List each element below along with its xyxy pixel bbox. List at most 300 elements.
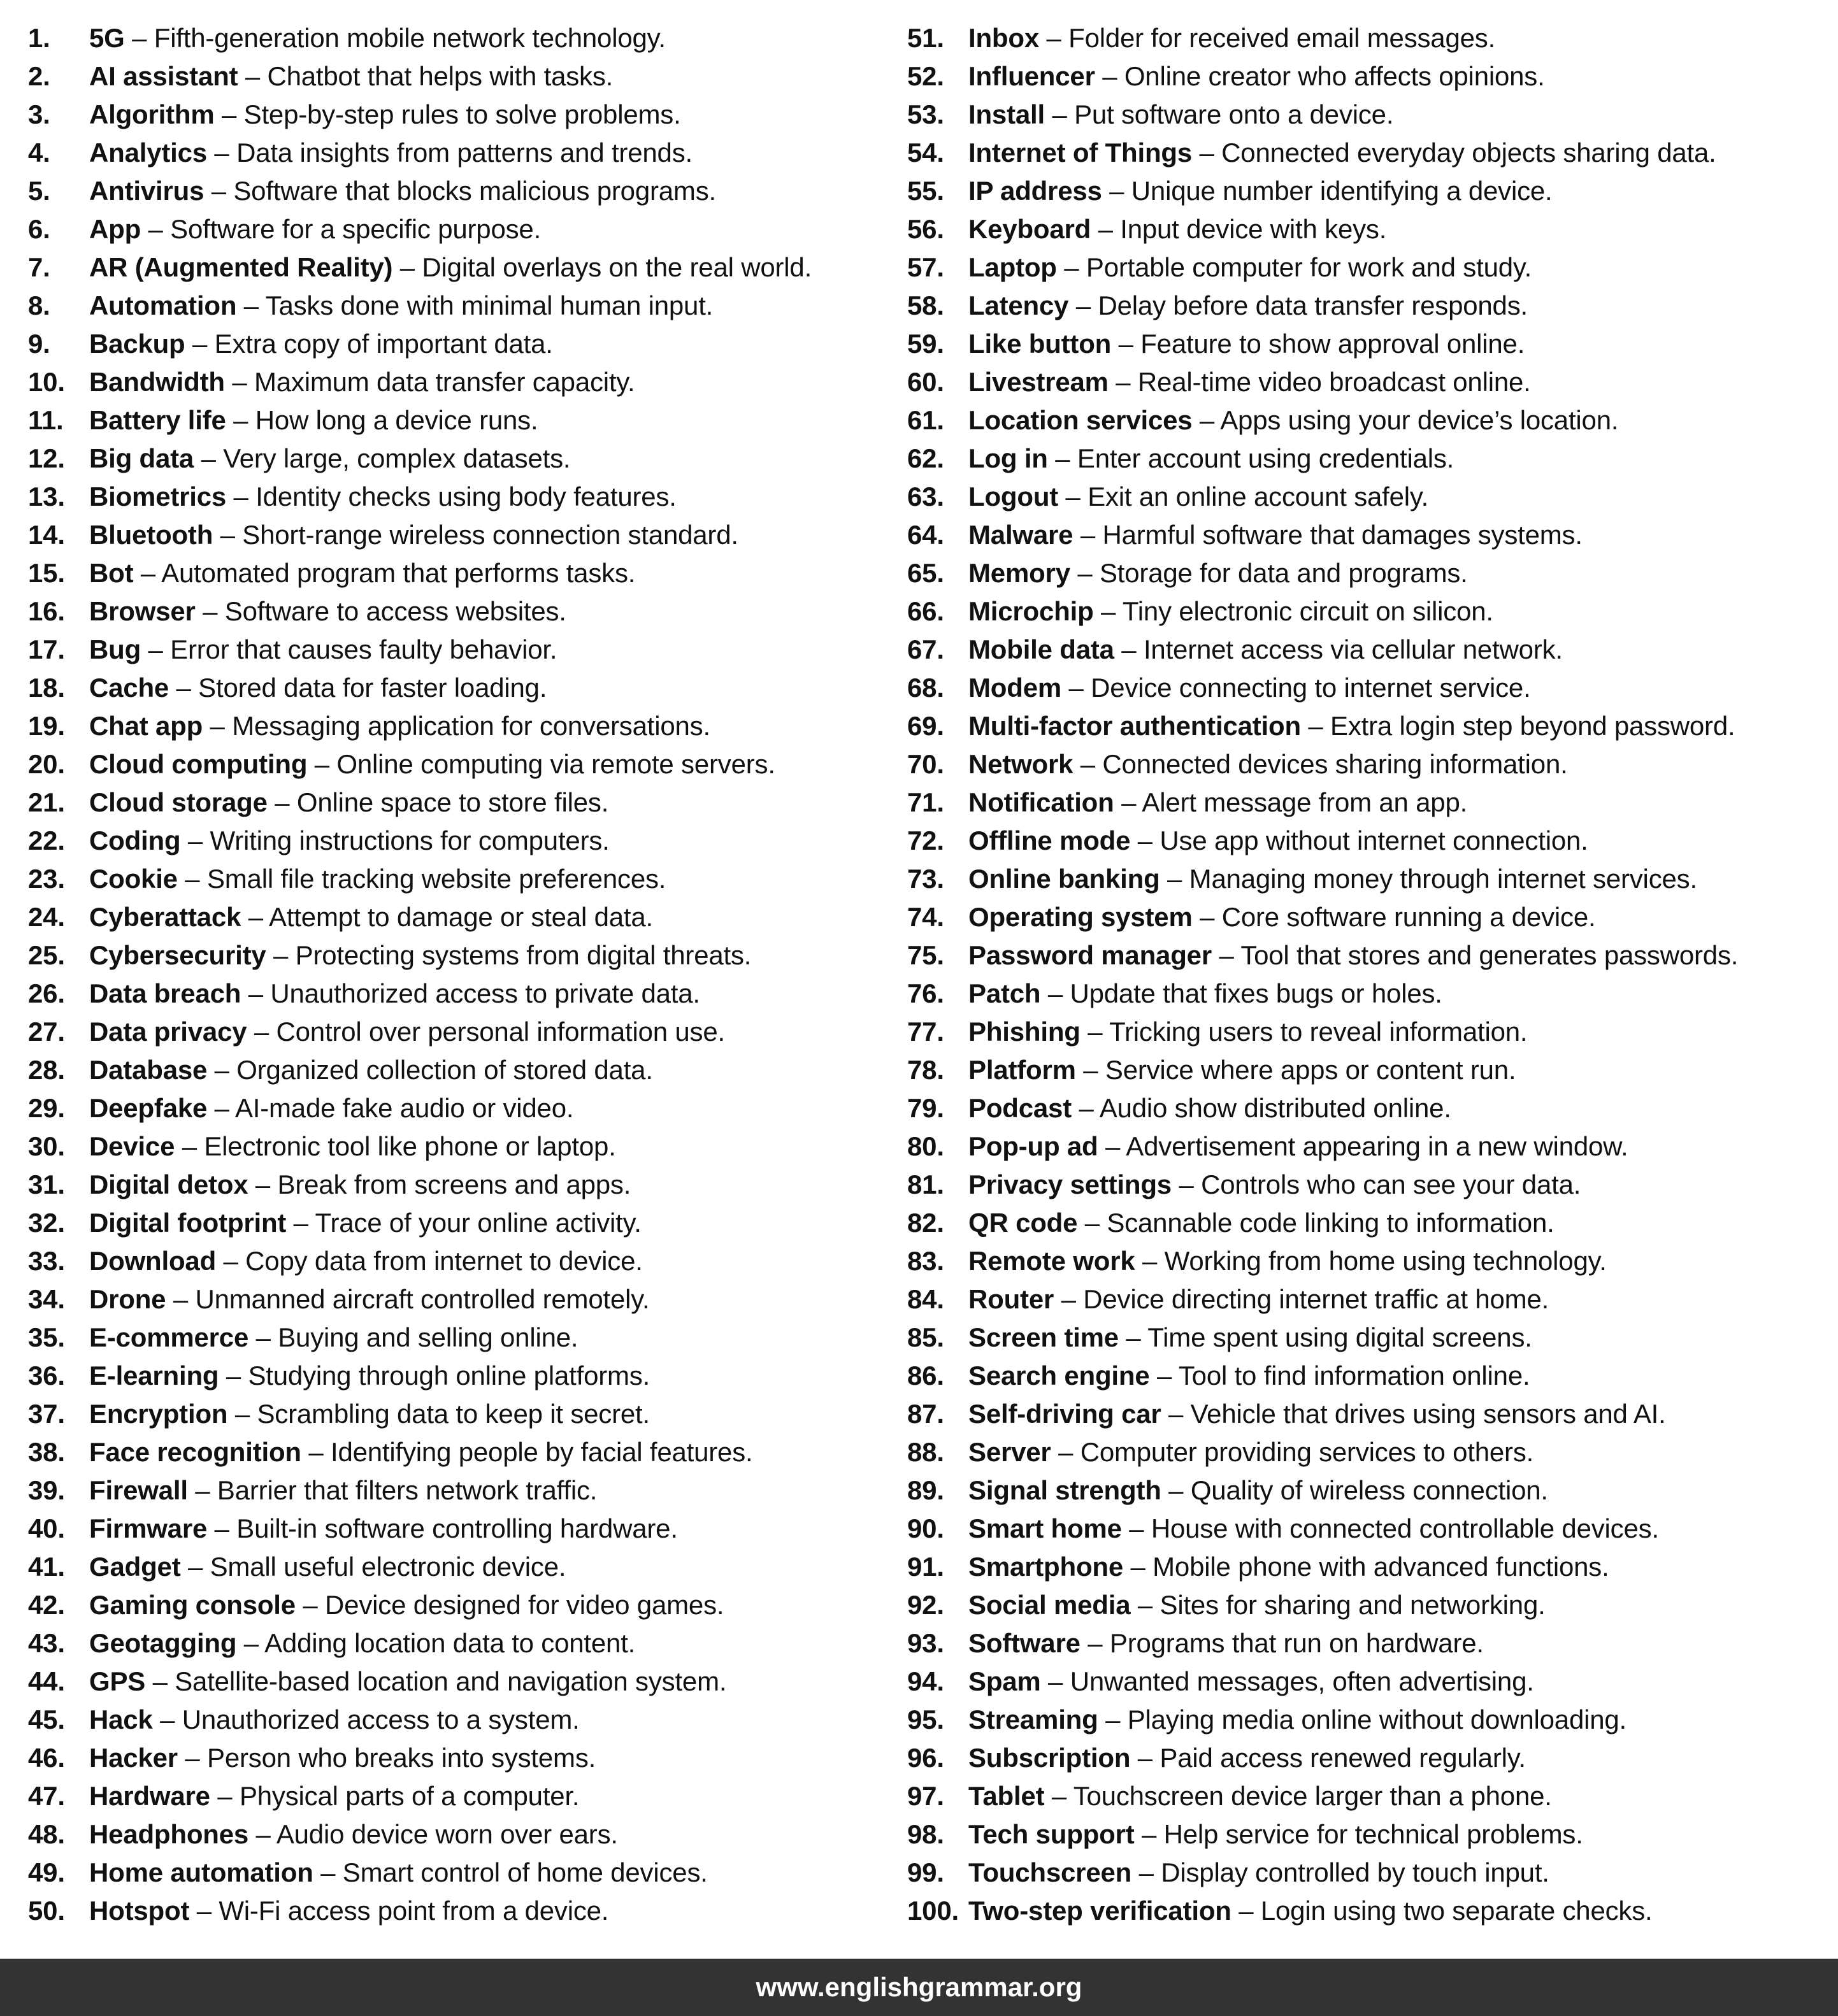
entry-definition: Device directing internet traffic at home. bbox=[1083, 1284, 1549, 1314]
entry-definition: Automated program that performs tasks. bbox=[161, 558, 636, 588]
glossary-entry bbox=[28, 1051, 894, 1089]
entry-number: 37. bbox=[28, 1399, 65, 1429]
glossary-entry bbox=[28, 554, 894, 592]
glossary-entry bbox=[907, 363, 1834, 401]
entry-definition: Online creator who affects opinions. bbox=[1124, 61, 1545, 91]
entry-body: App – Software for a specific purpose. bbox=[89, 214, 542, 244]
entry-body: AR (Augmented Reality) – Digital overlays on the real world. bbox=[89, 252, 812, 282]
glossary-entry bbox=[907, 134, 1834, 172]
entry-number: 45. bbox=[28, 1705, 65, 1734]
entry-number: 14. bbox=[28, 520, 65, 550]
entry-definition: Connected devices sharing information. bbox=[1102, 749, 1568, 779]
entry-number: 41. bbox=[28, 1552, 65, 1582]
entry-definition: House with connected controllable devices. bbox=[1151, 1513, 1659, 1543]
entry-definition: Alert message from an app. bbox=[1142, 787, 1468, 817]
entry-body: Two-step verification – Login using two separate checks. bbox=[968, 1896, 1653, 1926]
entry-definition: Apps using your device’s location. bbox=[1220, 405, 1619, 435]
entry-definition: Writing instructions for computers. bbox=[210, 826, 610, 855]
entry-body: Algorithm – Step-by-step rules to solve problems. bbox=[89, 99, 681, 129]
glossary-entry bbox=[907, 1013, 1834, 1051]
entry-number: 77. bbox=[907, 1017, 944, 1047]
entry-body: Influencer – Online creator who affects opinions. bbox=[968, 61, 1545, 91]
glossary-entry bbox=[28, 1586, 894, 1624]
glossary-entry bbox=[28, 707, 894, 745]
glossary-entry bbox=[907, 1280, 1834, 1319]
entry-definition: Small file tracking website preferences. bbox=[206, 864, 666, 894]
entry-number: 63. bbox=[907, 482, 944, 511]
entry-term: Hacker bbox=[89, 1743, 178, 1773]
entry-body: Software – Programs that run on hardware. bbox=[968, 1628, 1484, 1658]
entry-definition: Playing media online without downloading. bbox=[1127, 1705, 1627, 1734]
entry-body: Tech support – Help service for technical problems. bbox=[968, 1819, 1583, 1849]
entry-term: Logout bbox=[968, 482, 1059, 511]
entry-term: Browser bbox=[89, 596, 196, 626]
entry-definition: Sites for sharing and networking. bbox=[1160, 1590, 1546, 1620]
entry-body: Gadget – Small useful electronic device. bbox=[89, 1552, 566, 1582]
entry-number: 82. bbox=[907, 1208, 944, 1238]
entry-number: 13. bbox=[28, 482, 65, 511]
entry-definition: Chatbot that helps with tasks. bbox=[267, 61, 614, 91]
entry-number: 62. bbox=[907, 443, 944, 473]
entry-definition: Audio show distributed online. bbox=[1099, 1093, 1451, 1123]
entry-definition: Managing money through internet services. bbox=[1189, 864, 1697, 894]
entry-number: 58. bbox=[907, 290, 944, 320]
glossary-entry bbox=[907, 631, 1834, 669]
glossary-column-left bbox=[28, 19, 894, 1930]
entry-body: Data breach – Unauthorized access to private data. bbox=[89, 978, 700, 1008]
glossary-entry bbox=[907, 401, 1834, 440]
entry-body: Encryption – Scrambling data to keep it secret. bbox=[89, 1399, 650, 1429]
entry-number: 97. bbox=[907, 1781, 944, 1811]
entry-body: Malware – Harmful software that damages systems. bbox=[968, 520, 1583, 550]
entry-definition: Digital overlays on the real world. bbox=[422, 252, 812, 282]
entry-body: Antivirus – Software that blocks malicious programs. bbox=[89, 176, 716, 206]
entry-definition: Exit an online account safely. bbox=[1088, 482, 1429, 511]
entry-number: 71. bbox=[907, 787, 944, 817]
entry-number: 67. bbox=[907, 634, 944, 664]
glossary-entry bbox=[28, 1395, 894, 1433]
glossary-entry bbox=[907, 745, 1834, 783]
entry-number: 42. bbox=[28, 1590, 65, 1620]
entry-number: 40. bbox=[28, 1513, 65, 1543]
entry-body: Microchip – Tiny electronic circuit on silicon. bbox=[968, 596, 1493, 626]
glossary-entry bbox=[28, 1662, 894, 1701]
entry-term: Search engine bbox=[968, 1361, 1150, 1390]
entry-definition: Satellite-based location and navigation system. bbox=[175, 1666, 727, 1696]
glossary-entry bbox=[907, 898, 1834, 936]
entry-body: Cloud computing – Online computing via remote servers. bbox=[89, 749, 775, 779]
entry-term: Automation bbox=[89, 290, 237, 320]
entry-definition: Unauthorized access to a system. bbox=[182, 1705, 580, 1734]
entry-definition: Online space to store files. bbox=[296, 787, 609, 817]
entry-body: Device – Electronic tool like phone or laptop. bbox=[89, 1131, 616, 1161]
entry-definition: Tiny electronic circuit on silicon. bbox=[1122, 596, 1493, 626]
entry-definition: Scrambling data to keep it secret. bbox=[257, 1399, 650, 1429]
entry-number: 17. bbox=[28, 634, 65, 664]
entry-body: Hardware – Physical parts of a computer. bbox=[89, 1781, 580, 1811]
glossary-entry bbox=[907, 592, 1834, 631]
entry-term: Encryption bbox=[89, 1399, 228, 1429]
glossary-entry bbox=[907, 936, 1834, 975]
entry-definition: Error that causes faulty behavior. bbox=[170, 634, 557, 664]
glossary-entry bbox=[907, 210, 1834, 248]
entry-body: Mobile data – Internet access via cellular network. bbox=[968, 634, 1563, 664]
entry-number: 8. bbox=[28, 290, 50, 320]
entry-definition: Attempt to damage or steal data. bbox=[269, 902, 653, 932]
entry-term: Cookie bbox=[89, 864, 178, 894]
entry-term: Cache bbox=[89, 673, 169, 703]
entry-term: Bandwidth bbox=[89, 367, 225, 397]
entry-body: Multi-factor authentication – Extra login step beyond password. bbox=[968, 711, 1735, 741]
glossary-entry bbox=[907, 172, 1834, 210]
entry-term: Antivirus bbox=[89, 176, 205, 206]
entry-number: 44. bbox=[28, 1666, 65, 1696]
entry-definition: Software to access websites. bbox=[224, 596, 566, 626]
entry-number: 93. bbox=[907, 1628, 944, 1658]
entry-definition: Scannable code linking to information. bbox=[1107, 1208, 1554, 1238]
entry-term: Big data bbox=[89, 443, 194, 473]
entry-term: IP address bbox=[968, 176, 1102, 206]
entry-term: Software bbox=[968, 1628, 1081, 1658]
entry-term: Biometrics bbox=[89, 482, 227, 511]
entry-number: 25. bbox=[28, 940, 65, 970]
entry-definition: How long a device runs. bbox=[255, 405, 538, 435]
entry-definition: Device connecting to internet service. bbox=[1091, 673, 1531, 703]
glossary-entry bbox=[28, 1242, 894, 1280]
entry-term: Face recognition bbox=[89, 1437, 301, 1467]
entry-body: Hack – Unauthorized access to a system. bbox=[89, 1705, 580, 1734]
entry-number: 11. bbox=[28, 405, 64, 435]
entry-body: Firewall – Barrier that filters network traffic. bbox=[89, 1475, 598, 1505]
entry-term: Operating system bbox=[968, 902, 1193, 932]
entry-body: Laptop – Portable computer for work and study. bbox=[968, 252, 1532, 282]
entry-definition: Step-by-step rules to solve problems. bbox=[243, 99, 681, 129]
glossary-entry bbox=[28, 1127, 894, 1166]
glossary-entry bbox=[907, 1166, 1834, 1204]
glossary-entry bbox=[907, 1471, 1834, 1510]
entry-definition: Messaging application for conversations. bbox=[232, 711, 710, 741]
glossary-entry bbox=[28, 248, 894, 287]
entry-body: Logout – Exit an online account safely. bbox=[968, 482, 1429, 511]
entry-term: Memory bbox=[968, 558, 1070, 588]
entry-body: Cache – Stored data for faster loading. bbox=[89, 673, 547, 703]
entry-body: IP address – Unique number identifying a device. bbox=[968, 176, 1553, 206]
entry-term: Algorithm bbox=[89, 99, 215, 129]
entry-definition: Quality of wireless connection. bbox=[1190, 1475, 1548, 1505]
entry-term: Network bbox=[968, 749, 1073, 779]
entry-number: 34. bbox=[28, 1284, 65, 1314]
entry-number: 60. bbox=[907, 367, 944, 397]
entry-number: 32. bbox=[28, 1208, 65, 1238]
entry-term: Firewall bbox=[89, 1475, 188, 1505]
entry-number: 10. bbox=[28, 367, 65, 397]
entry-body: Geotagging – Adding location data to content. bbox=[89, 1628, 636, 1658]
entry-number: 95. bbox=[907, 1705, 944, 1734]
glossary-entry bbox=[28, 363, 894, 401]
entry-term: Database bbox=[89, 1055, 208, 1085]
entry-body: Tablet – Touchscreen device larger than a phone. bbox=[968, 1781, 1552, 1811]
entry-definition: Enter account using credentials. bbox=[1077, 443, 1454, 473]
entry-term: Self-driving car bbox=[968, 1399, 1161, 1429]
entry-number: 49. bbox=[28, 1857, 65, 1887]
entry-term: Firmware bbox=[89, 1513, 208, 1543]
entry-term: Microchip bbox=[968, 596, 1094, 626]
glossary-entry bbox=[907, 1051, 1834, 1089]
entry-body: Server – Computer providing services to others. bbox=[968, 1437, 1534, 1467]
entry-definition: Maximum data transfer capacity. bbox=[254, 367, 635, 397]
entry-body: Gaming console – Device designed for video games. bbox=[89, 1590, 724, 1620]
entry-number: 100. bbox=[907, 1896, 959, 1926]
glossary-entry bbox=[28, 172, 894, 210]
entry-number: 81. bbox=[907, 1169, 944, 1199]
entry-number: 16. bbox=[28, 596, 65, 626]
entry-term: Chat app bbox=[89, 711, 203, 741]
entry-body: Internet of Things – Connected everyday objects sharing data. bbox=[968, 138, 1716, 168]
entry-definition: Connected everyday objects sharing data. bbox=[1221, 138, 1716, 168]
entry-term: Subscription bbox=[968, 1743, 1131, 1773]
entry-body: GPS – Satellite-based location and navigation system. bbox=[89, 1666, 727, 1696]
entry-body: Digital footprint – Trace of your online activity. bbox=[89, 1208, 642, 1238]
glossary-entry bbox=[907, 19, 1834, 57]
entry-term: Log in bbox=[968, 443, 1048, 473]
glossary-entry bbox=[28, 1815, 894, 1854]
entry-definition: Audio device worn over ears. bbox=[276, 1819, 618, 1849]
entry-number: 23. bbox=[28, 864, 65, 894]
glossary-entry bbox=[907, 1854, 1834, 1892]
entry-body: Analytics – Data insights from patterns and trends. bbox=[89, 138, 693, 168]
entry-number: 86. bbox=[907, 1361, 944, 1390]
glossary-entry bbox=[907, 1089, 1834, 1127]
glossary-entry bbox=[907, 1548, 1834, 1586]
glossary-entry bbox=[28, 1166, 894, 1204]
entry-number: 9. bbox=[28, 329, 50, 359]
entry-body: Touchscreen – Display controlled by touch input. bbox=[968, 1857, 1549, 1887]
entry-body: Offline mode – Use app without internet connection. bbox=[968, 826, 1588, 855]
entry-term: Mobile data bbox=[968, 634, 1114, 664]
entry-term: Hack bbox=[89, 1705, 153, 1734]
glossary-entry bbox=[28, 1739, 894, 1777]
entry-number: 65. bbox=[907, 558, 944, 588]
entry-term: Data breach bbox=[89, 978, 241, 1008]
glossary-entry bbox=[28, 936, 894, 975]
entry-term: Touchscreen bbox=[968, 1857, 1132, 1887]
glossary-entry bbox=[907, 1815, 1834, 1854]
glossary-entry bbox=[907, 1510, 1834, 1548]
glossary-entry bbox=[28, 1854, 894, 1892]
entry-number: 70. bbox=[907, 749, 944, 779]
entry-term: Install bbox=[968, 99, 1045, 129]
entry-number: 33. bbox=[28, 1246, 65, 1276]
glossary-entry bbox=[907, 325, 1834, 363]
entry-number: 50. bbox=[28, 1896, 65, 1926]
entry-term: Tablet bbox=[968, 1781, 1045, 1811]
entry-definition: Device designed for video games. bbox=[325, 1590, 724, 1620]
entry-term: Spam bbox=[968, 1666, 1041, 1696]
entry-body: Install – Put software onto a device. bbox=[968, 99, 1394, 129]
entry-number: 99. bbox=[907, 1857, 944, 1887]
entry-body: Screen time – Time spent using digital screens. bbox=[968, 1322, 1532, 1352]
glossary-entry bbox=[907, 1433, 1834, 1471]
glossary-entry bbox=[28, 1548, 894, 1586]
entry-definition: Mobile phone with advanced functions. bbox=[1152, 1552, 1609, 1582]
entry-number: 83. bbox=[907, 1246, 944, 1276]
entry-number: 56. bbox=[907, 214, 944, 244]
entry-term: Offline mode bbox=[968, 826, 1131, 855]
entry-body: Cookie – Small file tracking website preferences. bbox=[89, 864, 666, 894]
entry-term: Inbox bbox=[968, 23, 1039, 53]
glossary-entry bbox=[907, 1395, 1834, 1433]
entry-body: QR code – Scannable code linking to information. bbox=[968, 1208, 1554, 1238]
entry-term: Download bbox=[89, 1246, 217, 1276]
entry-term: Battery life bbox=[89, 405, 226, 435]
entry-definition: Trace of your online activity. bbox=[315, 1208, 642, 1238]
entry-term: Podcast bbox=[968, 1093, 1072, 1123]
entry-body: Coding – Writing instructions for computers. bbox=[89, 826, 610, 855]
entry-body: Bug – Error that causes faulty behavior. bbox=[89, 634, 557, 664]
entry-term: Cloud storage bbox=[89, 787, 268, 817]
entry-term: Coding bbox=[89, 826, 181, 855]
entry-number: 73. bbox=[907, 864, 944, 894]
entry-definition: Harmful software that damages systems. bbox=[1102, 520, 1583, 550]
glossary-entry bbox=[28, 1204, 894, 1242]
glossary-entry bbox=[28, 1510, 894, 1548]
entry-term: Bot bbox=[89, 558, 134, 588]
glossary-entry bbox=[907, 860, 1834, 898]
entry-definition: Unmanned aircraft controlled remotely. bbox=[195, 1284, 650, 1314]
entry-term: Influencer bbox=[968, 61, 1095, 91]
entry-number: 38. bbox=[28, 1437, 65, 1467]
entry-number: 76. bbox=[907, 978, 944, 1008]
entry-term: Like button bbox=[968, 329, 1112, 359]
entry-number: 18. bbox=[28, 673, 65, 703]
entry-term: Modem bbox=[968, 673, 1062, 703]
entry-number: 20. bbox=[28, 749, 65, 779]
entry-definition: Extra copy of important data. bbox=[214, 329, 553, 359]
entry-body: Bluetooth – Short-range wireless connection standard. bbox=[89, 520, 738, 550]
entry-definition: Unauthorized access to private data. bbox=[270, 978, 700, 1008]
entry-body: Hotspot – Wi-Fi access point from a device. bbox=[89, 1896, 609, 1926]
entry-term: Headphones bbox=[89, 1819, 249, 1849]
entry-definition: Organized collection of stored data. bbox=[236, 1055, 653, 1085]
entry-number: 89. bbox=[907, 1475, 944, 1505]
entry-body: Big data – Very large, complex datasets. bbox=[89, 443, 571, 473]
entry-body: Self-driving car – Vehicle that drives using sensors and AI. bbox=[968, 1399, 1666, 1429]
entry-term: Home automation bbox=[89, 1857, 313, 1887]
entry-body: Signal strength – Quality of wireless connection. bbox=[968, 1475, 1548, 1505]
entry-body: Password manager – Tool that stores and generates passwords. bbox=[968, 940, 1739, 970]
entry-body: Streaming – Playing media online without downloading. bbox=[968, 1705, 1627, 1734]
entry-number: 4. bbox=[28, 138, 50, 168]
entry-number: 5. bbox=[28, 176, 50, 206]
glossary-entry bbox=[28, 516, 894, 554]
entry-definition: Tool to find information online. bbox=[1178, 1361, 1530, 1390]
entry-definition: Software for a specific purpose. bbox=[170, 214, 542, 244]
entry-number: 84. bbox=[907, 1284, 944, 1314]
entry-number: 15. bbox=[28, 558, 65, 588]
entry-term: Digital detox bbox=[89, 1169, 248, 1199]
glossary-entry bbox=[28, 287, 894, 325]
glossary-entry bbox=[28, 1089, 894, 1127]
entry-number: 35. bbox=[28, 1322, 65, 1352]
entry-number: 92. bbox=[907, 1590, 944, 1620]
entry-term: Phishing bbox=[968, 1017, 1081, 1047]
entry-body: Memory – Storage for data and programs. bbox=[968, 558, 1468, 588]
entry-definition: Short-range wireless connection standard. bbox=[242, 520, 738, 550]
entry-definition: Extra login step beyond password. bbox=[1330, 711, 1735, 741]
entry-definition: Display controlled by touch input. bbox=[1161, 1857, 1549, 1887]
entry-number: 66. bbox=[907, 596, 944, 626]
glossary-entry bbox=[907, 248, 1834, 287]
entry-term: Digital footprint bbox=[89, 1208, 287, 1238]
entry-body: Deepfake – AI-made fake audio or video. bbox=[89, 1093, 574, 1123]
entry-body: Subscription – Paid access renewed regularly. bbox=[968, 1743, 1526, 1773]
entry-term: App bbox=[89, 214, 141, 244]
glossary-entry bbox=[28, 401, 894, 440]
entry-term: Latency bbox=[968, 290, 1069, 320]
entry-definition: Put software onto a device. bbox=[1074, 99, 1394, 129]
glossary-column-right bbox=[907, 19, 1834, 1930]
entry-term: Deepfake bbox=[89, 1093, 208, 1123]
entry-definition: Advertisement appearing in a new window. bbox=[1126, 1131, 1628, 1161]
glossary-entry bbox=[28, 1319, 894, 1357]
entry-number: 75. bbox=[907, 940, 944, 970]
entry-definition: Computer providing services to others. bbox=[1080, 1437, 1534, 1467]
entry-body: Modem – Device connecting to internet service. bbox=[968, 673, 1531, 703]
entry-body: Biometrics – Identity checks using body features. bbox=[89, 482, 677, 511]
entry-number: 48. bbox=[28, 1819, 65, 1849]
glossary-entry bbox=[907, 975, 1834, 1013]
glossary-entry bbox=[907, 822, 1834, 860]
glossary-entry bbox=[28, 1777, 894, 1815]
entry-body: Operating system – Core software running a device. bbox=[968, 902, 1596, 932]
entry-number: 3. bbox=[28, 99, 50, 129]
glossary-entry bbox=[28, 592, 894, 631]
entry-body: Podcast – Audio show distributed online. bbox=[968, 1093, 1451, 1123]
entry-term: QR code bbox=[968, 1208, 1078, 1238]
entry-term: Hardware bbox=[89, 1781, 210, 1811]
entry-body: Livestream – Real-time video broadcast online. bbox=[968, 367, 1531, 397]
glossary-entry bbox=[907, 1242, 1834, 1280]
entry-body: Drone – Unmanned aircraft controlled remotely. bbox=[89, 1284, 650, 1314]
entry-body: Download – Copy data from internet to device. bbox=[89, 1246, 643, 1276]
entry-term: Notification bbox=[968, 787, 1114, 817]
entry-definition: Unique number identifying a device. bbox=[1131, 176, 1553, 206]
entry-definition: Copy data from internet to device. bbox=[245, 1246, 643, 1276]
entry-definition: Physical parts of a computer. bbox=[239, 1781, 580, 1811]
entry-definition: Smart control of home devices. bbox=[342, 1857, 708, 1887]
entry-definition: Working from home using technology. bbox=[1164, 1246, 1607, 1276]
entry-number: 61. bbox=[907, 405, 944, 435]
entry-body: Spam – Unwanted messages, often advertising. bbox=[968, 1666, 1534, 1696]
glossary-entry bbox=[907, 440, 1834, 478]
entry-definition: Buying and selling online. bbox=[278, 1322, 578, 1352]
entry-number: 87. bbox=[907, 1399, 944, 1429]
entry-body: Automation – Tasks done with minimal human input. bbox=[89, 290, 714, 320]
entry-body: Notification – Alert message from an app. bbox=[968, 787, 1468, 817]
entry-body: Patch – Update that fixes bugs or holes. bbox=[968, 978, 1442, 1008]
entry-definition: Internet access via cellular network. bbox=[1143, 634, 1563, 664]
entry-number: 52. bbox=[907, 61, 944, 91]
entry-term: Cloud computing bbox=[89, 749, 308, 779]
entry-definition: Adding location data to content. bbox=[264, 1628, 636, 1658]
entry-term: Platform bbox=[968, 1055, 1076, 1085]
entry-term: Gaming console bbox=[89, 1590, 296, 1620]
glossary-entry bbox=[28, 783, 894, 822]
entry-definition: Portable computer for work and study. bbox=[1086, 252, 1532, 282]
entry-number: 96. bbox=[907, 1743, 944, 1773]
footer-url: www.englishgrammar.org bbox=[756, 1972, 1082, 2002]
entry-body: Online banking – Managing money through internet services. bbox=[968, 864, 1697, 894]
